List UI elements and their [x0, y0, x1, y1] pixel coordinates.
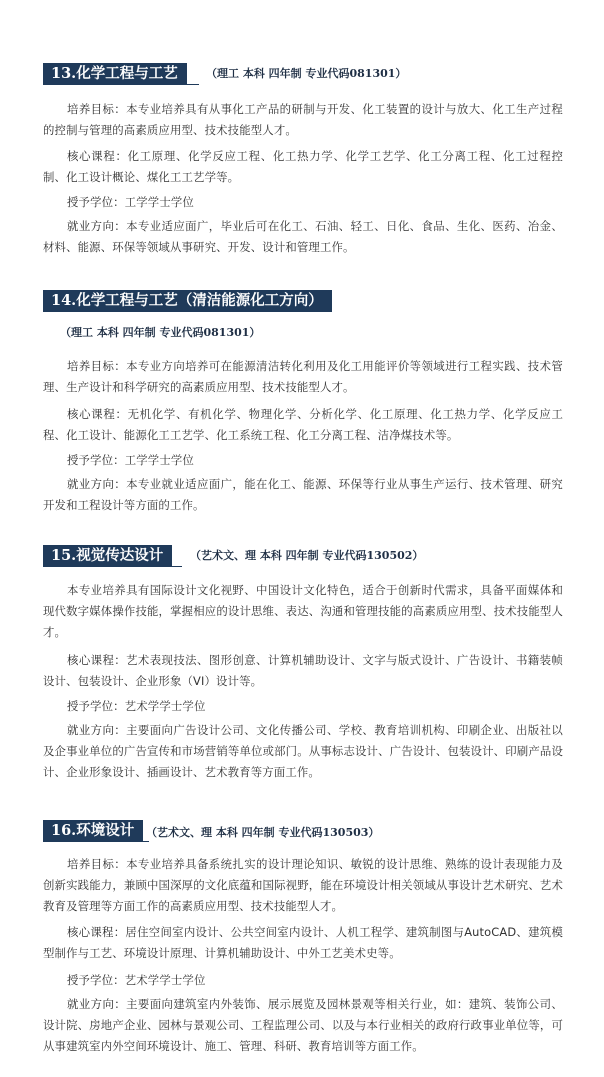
paragraph-label: 核心课程： [67, 653, 127, 667]
paragraph-degree [43, 450, 563, 471]
paragraph-label: 就业方向： [67, 477, 127, 491]
paragraph-degree [43, 696, 563, 717]
paragraph-employment [43, 216, 563, 258]
paragraph-text: 主要面向建筑室内外装饰、展示展览及园林景观等相关行业，如：建筑、装饰公司、设计院、房地产企业、园林与景观公司、工程监理公司、以及与本行业相关的政府行政事业单位等，可从事建筑室内外空间环境设计、施工、管理、科研、教育培训等方面工作。 [43, 997, 563, 1054]
paragraph-label: 授予学位： [67, 973, 125, 987]
paragraph-training-goal [43, 854, 563, 918]
paragraph-employment [43, 994, 563, 1058]
paragraph-degree [43, 970, 563, 991]
paragraph-training-goal [43, 356, 563, 398]
paragraph-core-courses [43, 650, 563, 692]
paragraph-label: 就业方向： [67, 219, 127, 233]
header-rule [172, 566, 182, 567]
paragraph-text: 艺术学学士学位 [124, 973, 206, 987]
paragraph-text: 工学学士学位 [124, 453, 194, 467]
paragraph-label: 培养目标： [67, 359, 127, 373]
paragraph-training-goal [43, 580, 563, 644]
paragraph-core-courses [43, 146, 563, 188]
paragraph-text: 艺术表现技法、图形创意、计算机辅助设计、文字与版式设计、广告设计、书籍装帧设计、包装设计、企业形象（VI）设计等。 [43, 653, 563, 689]
paragraph-label: 授予学位： [67, 453, 125, 467]
paragraph-text: 工学学士学位 [124, 195, 194, 209]
section-meta: （艺术文、理 本科 四年制 专业代码130503） [146, 826, 380, 839]
paragraph-text: 本专业方向培养可在能源清洁转化利用及化工用能评价等领域进行工程实践、技术管理、生产设计和科学研究的高素质应用型、技术技能型人才。 [43, 359, 563, 395]
section-meta: （艺术文、理 本科 四年制 专业代码130502） [190, 549, 424, 562]
paragraph-text: 无机化学、有机化学、物理化学、分析化学、化工原理、化工热力学、化学反应工程、化工设计、能源化工工艺学、化工系统工程、化工分离工程、洁净煤技术等。 [43, 407, 563, 443]
header-rule [187, 84, 199, 85]
paragraph-text: 本专业培养具有从事化工产品的研制与开发、化工装置的设计与放大、化工生产过程的控制与管理的高素质应用型、技术技能型人才。 [43, 102, 563, 138]
paragraph-label: 授予学位： [67, 699, 125, 713]
paragraph-label: 培养目标： [67, 102, 127, 116]
section-title: 14.化学工程与工艺（清洁能源化工方向） [43, 290, 332, 312]
section-title: 16.环境设计 [43, 820, 143, 842]
paragraph-training-goal [43, 99, 563, 141]
section-meta: （理工 本科 四年制 专业代码081301） [60, 326, 261, 339]
section-header [43, 290, 332, 312]
paragraph-label: 培养目标： [67, 857, 127, 871]
paragraph-text: 本专业就业适应面广，能在化工、能源、环保等行业从事生产运行、技术管理、研究开发和工程设计等方面的工作。 [43, 477, 563, 513]
paragraph-employment [43, 474, 563, 516]
section-title: 13.化学工程与工艺 [43, 63, 187, 85]
paragraph-label: 就业方向： [67, 723, 127, 737]
header-rule [143, 841, 149, 842]
section-meta: （理工 本科 四年制 专业代码081301） [206, 67, 407, 80]
paragraph-core-courses [43, 922, 563, 964]
paragraph-text: 艺术学学士学位 [124, 699, 206, 713]
section-header [43, 63, 199, 85]
paragraph-employment [43, 720, 563, 784]
paragraph-label: 核心课程： [67, 149, 128, 163]
paragraph-label: 核心课程： [67, 407, 128, 421]
paragraph-text: 本专业培养具备系统扎实的设计理论知识、敏锐的设计思维、熟练的设计表现能力及创新实践能力，兼顾中国深厚的文化底蕴和国际视野，能在环境设计相关领域从事设计艺术研究、艺术教育及管理等方面工作的高素质应用型、技术技能型人才。 [43, 857, 563, 914]
section-title: 15.视觉传达设计 [43, 545, 172, 567]
section-header [43, 545, 182, 567]
paragraph-label: 授予学位： [67, 195, 125, 209]
paragraph-text: 本专业培养具有国际设计文化视野、中国设计文化特色，适合于创新时代需求，具备平面媒体和现代数字媒体操作技能，掌握相应的设计思维、表达、沟通和管理技能的高素质应用型、技术技能型人才。 [43, 583, 563, 640]
paragraph-core-courses [43, 404, 563, 446]
section-header [43, 820, 149, 842]
paragraph-text: 化工原理、化学反应工程、化工热力学、化学工艺学、化工分离工程、化工过程控制、化工设计概论、煤化工工艺学等。 [43, 149, 563, 185]
paragraph-label: 就业方向： [67, 997, 127, 1011]
paragraph-text: 本专业适应面广，毕业后可在化工、石油、轻工、日化、食品、生化、医药、冶金、材料、能源、环保等领域从事研究、开发、设计和管理工作。 [43, 219, 563, 255]
paragraph-text: 居住空间室内设计、公共空间室内设计、人机工程学、建筑制图与AutoCAD、建筑模型制作与工艺、环境设计原理、计算机辅助设计、中外工艺美术史等。 [43, 925, 563, 961]
paragraph-degree [43, 192, 563, 213]
paragraph-text: 主要面向广告设计公司、文化传播公司、学校、教育培训机构、印刷企业、出版社以及企事业单位的广告宣传和市场营销等单位或部门。从事标志设计、广告设计、包装设计、印刷产品设计、企业形象设计、插画设计、艺术教育等方面工作。 [43, 723, 563, 780]
paragraph-label: 核心课程： [67, 925, 126, 939]
